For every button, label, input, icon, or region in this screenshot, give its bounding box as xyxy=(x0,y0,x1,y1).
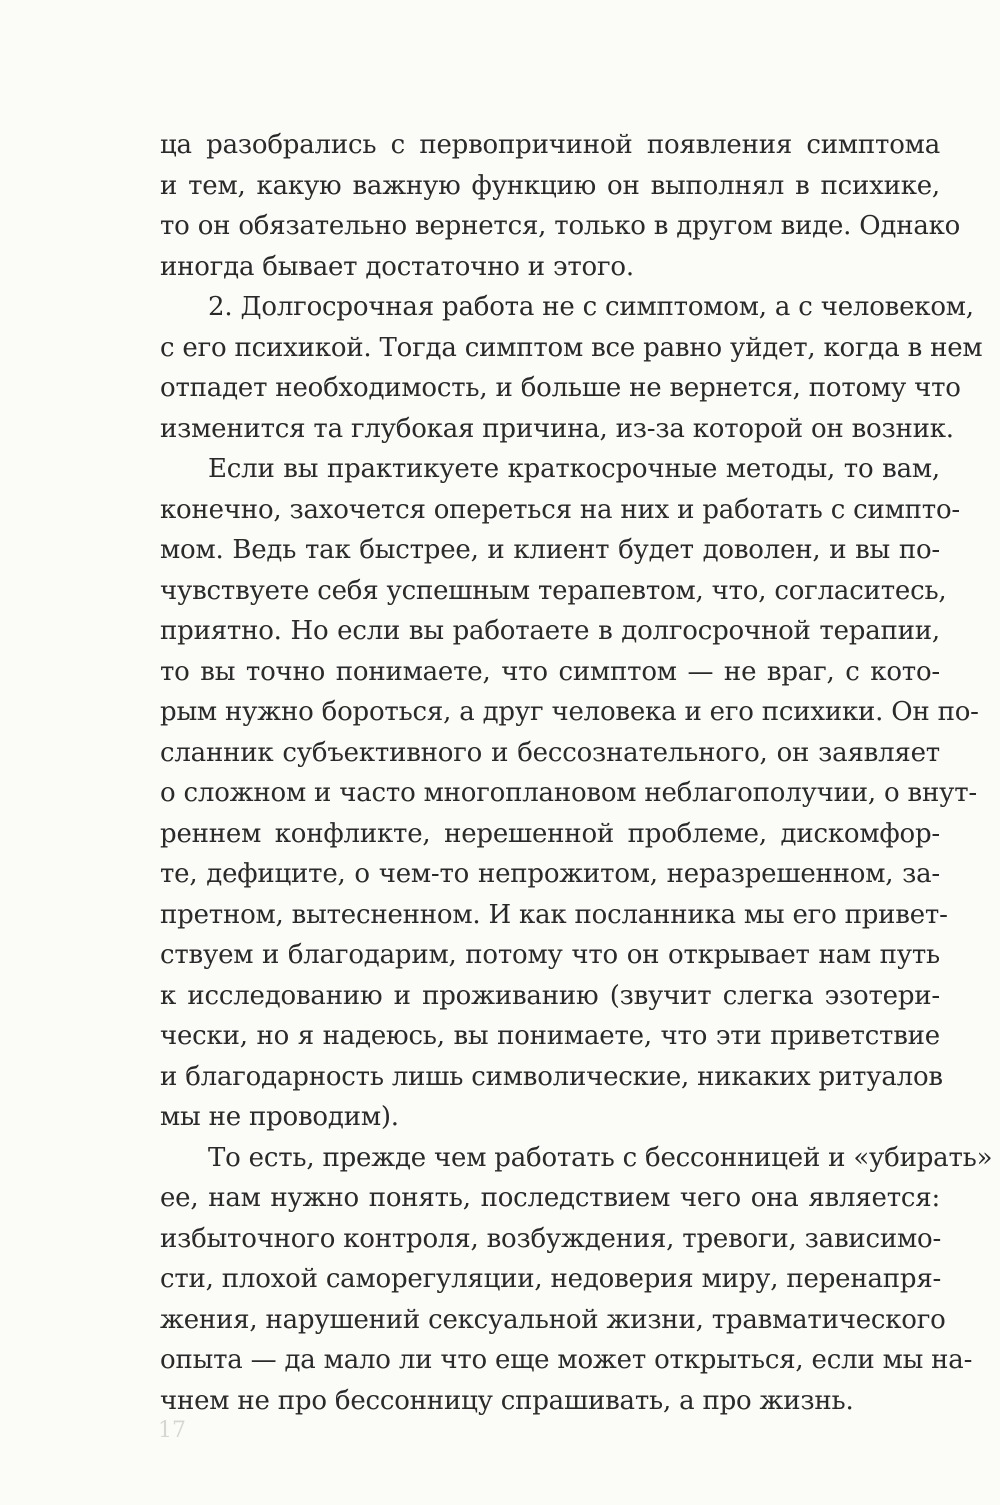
text-line: мом. Ведь так быстрее, и клиент будет доволен, и вы по- xyxy=(160,535,940,565)
body-text xyxy=(160,125,993,1421)
text-line: иногда бывает достаточно и этого. xyxy=(160,251,634,282)
text-line: и тем, какую важную функцию он выполнял в психике, xyxy=(160,170,940,201)
text-line: чнем не про бессонницу спрашивать, а про жизнь. xyxy=(160,1385,854,1416)
text-line: приятно. Но если вы работаете в долгосрочной терапии, xyxy=(160,616,940,646)
text-line: те, дефиците, о чем-то непрожитом, неразрешенном, за- xyxy=(160,859,940,889)
page-number: 17 xyxy=(158,1418,186,1443)
text-line: то вы точно понимаете, что симптом — не враг, с кото- xyxy=(160,656,940,687)
text-line: То есть, прежде чем работать с бессонницей и «убирать» xyxy=(208,1142,993,1173)
text-line: и благодарность лишь символические, никаких ритуалов xyxy=(160,1061,943,1092)
text-line: чувствуете себя успешным терапевтом, что, согласитесь, xyxy=(160,575,947,606)
text-line: ее, нам нужно понять, последствием чего она является: xyxy=(160,1183,940,1213)
text-line: сланник субъективного и бессознательного, он заявляет xyxy=(160,737,940,768)
text-line: 2. Долгосрочная работа не с симптомом, а с человеком, xyxy=(208,292,974,322)
text-line: Если вы практикуете краткосрочные методы, то вам, xyxy=(208,454,940,484)
text-line: изменится та глубокая причина, из-за которой он возник. xyxy=(160,413,954,444)
text-line: рым нужно бороться, а друг человека и его психики. Он по- xyxy=(160,697,979,727)
text-line: реннем конфликте, нерешенной проблеме, дискомфор- xyxy=(160,818,940,849)
text-line: сти, плохой саморегуляции, недоверия миру, перенапря- xyxy=(160,1264,942,1294)
text-line: ца разобрались с первопричиной появления симптома xyxy=(160,130,940,160)
text-line: о сложном и часто многоплановом неблагополучии, о внут- xyxy=(160,778,977,808)
text-line: избыточного контроля, возбуждения, тревоги, зависимо- xyxy=(160,1223,942,1254)
text-line: ствуем и благодарим, потому что он открывает нам путь xyxy=(160,940,940,970)
text-line: отпадет необходимость, и больше не вернется, потому что xyxy=(160,373,961,403)
text-line: конечно, захочется опереться на них и работать с симпто- xyxy=(160,494,960,525)
text-line: то он обязательно вернется, только в другом виде. Однако xyxy=(160,211,961,241)
text-line: мы не проводим). xyxy=(160,1102,399,1132)
text-line: претном, вытесненном. И как посланника мы его привет- xyxy=(160,899,948,930)
text-line: с его психикой. Тогда симптом все равно уйдет, когда в нем xyxy=(160,332,983,363)
text-line: опыта — да мало ли что еще может открыться, если мы на- xyxy=(160,1345,973,1375)
text-line: жения, нарушений сексуальной жизни, травматического xyxy=(160,1304,946,1335)
text-line: к исследованию и проживанию (звучит слегка эзотери- xyxy=(160,980,940,1011)
text-line: чески, но я надеюсь, вы понимаете, что эти приветствие xyxy=(160,1021,940,1051)
